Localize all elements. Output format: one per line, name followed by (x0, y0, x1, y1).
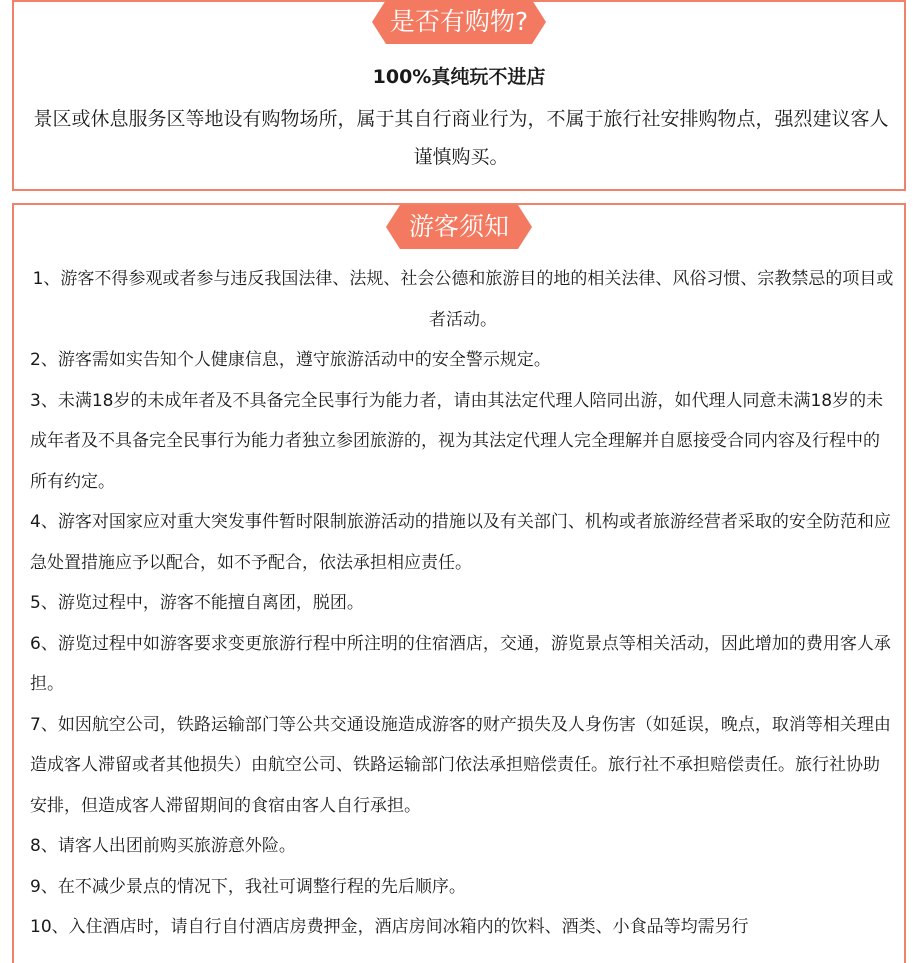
shopping-ribbon-title: 是否有购物? (386, 0, 532, 44)
notice-list (30, 259, 896, 948)
shopping-panel (12, 0, 906, 191)
notice-item-9: 9、在不减少景点的情况下，我社可调整行程的先后顺序。 (30, 876, 466, 897)
notice-item-3: 3、未满18岁的未成年者及不具备完全民事行为能力者，请由其法定代理人陪同出游，如代理人同意未满18岁的未成年者及不具备完全民事行为能力者独立参团旅游的，视为其法定代理人完全理解并自愿接受合同内容及行程中的所有约定。 (30, 390, 884, 492)
shopping-description: 景区或休息服务区等地设有购物场所，属于其自行商业行为，不属于旅行社安排购物点，强烈建议客人谨慎购买。 (33, 108, 889, 168)
notice-item-10: 10、入住酒店时，请自行自付酒店房费押金，酒店房间冰箱内的饮料、酒类、小食品等均需另行 (30, 917, 749, 937)
notice-item-4: 4、游客对国家应对重大突发事件暂时限制旅游活动的措施以及有关部门、机构或者旅游经营者采取的安全防范和应急处置措施应予以配合，如不予配合，依法承担相应责任。 (30, 512, 891, 573)
notice-item-8: 8、请客人出团前购买旅游意外险。 (30, 836, 296, 856)
no-shopping-headline: 100%真纯玩不进店 (372, 66, 546, 88)
notice-item-5: 5、游览过程中，游客不能擅自离团，脱团。 (30, 593, 364, 613)
notice-item-7: 7、如因航空公司，铁路运输部门等公共交通设施造成游客的财产损失及人身伤害（如延误，晚点，取消等相关理由造成客人滞留或者其他损失）由航空公司、铁路运输部门依法承担赔偿责任。旅行社不承担赔偿责任。旅行社协助安排，但造成客人滞留期间的食宿由客人自行承担。 (30, 714, 891, 816)
notice-panel (12, 203, 906, 963)
notice-item-1: 1、游客不得参观或者参与违反我国法律、法规、社会公德和旅游目的地的相关法律、风俗习惯、宗教禁忌的项目或者活动。 (32, 269, 894, 330)
notice-item-2: 2、游客需如实告知个人健康信息，遵守旅游活动中的安全警示规定。 (30, 350, 551, 370)
notice-item-6: 6、游览过程中如游客要求变更旅游行程中所注明的住宿酒店，交通，游览景点等相关活动，因此增加的费用客人承担。 (30, 633, 891, 694)
notice-ribbon-title: 游客须知 (400, 205, 518, 249)
